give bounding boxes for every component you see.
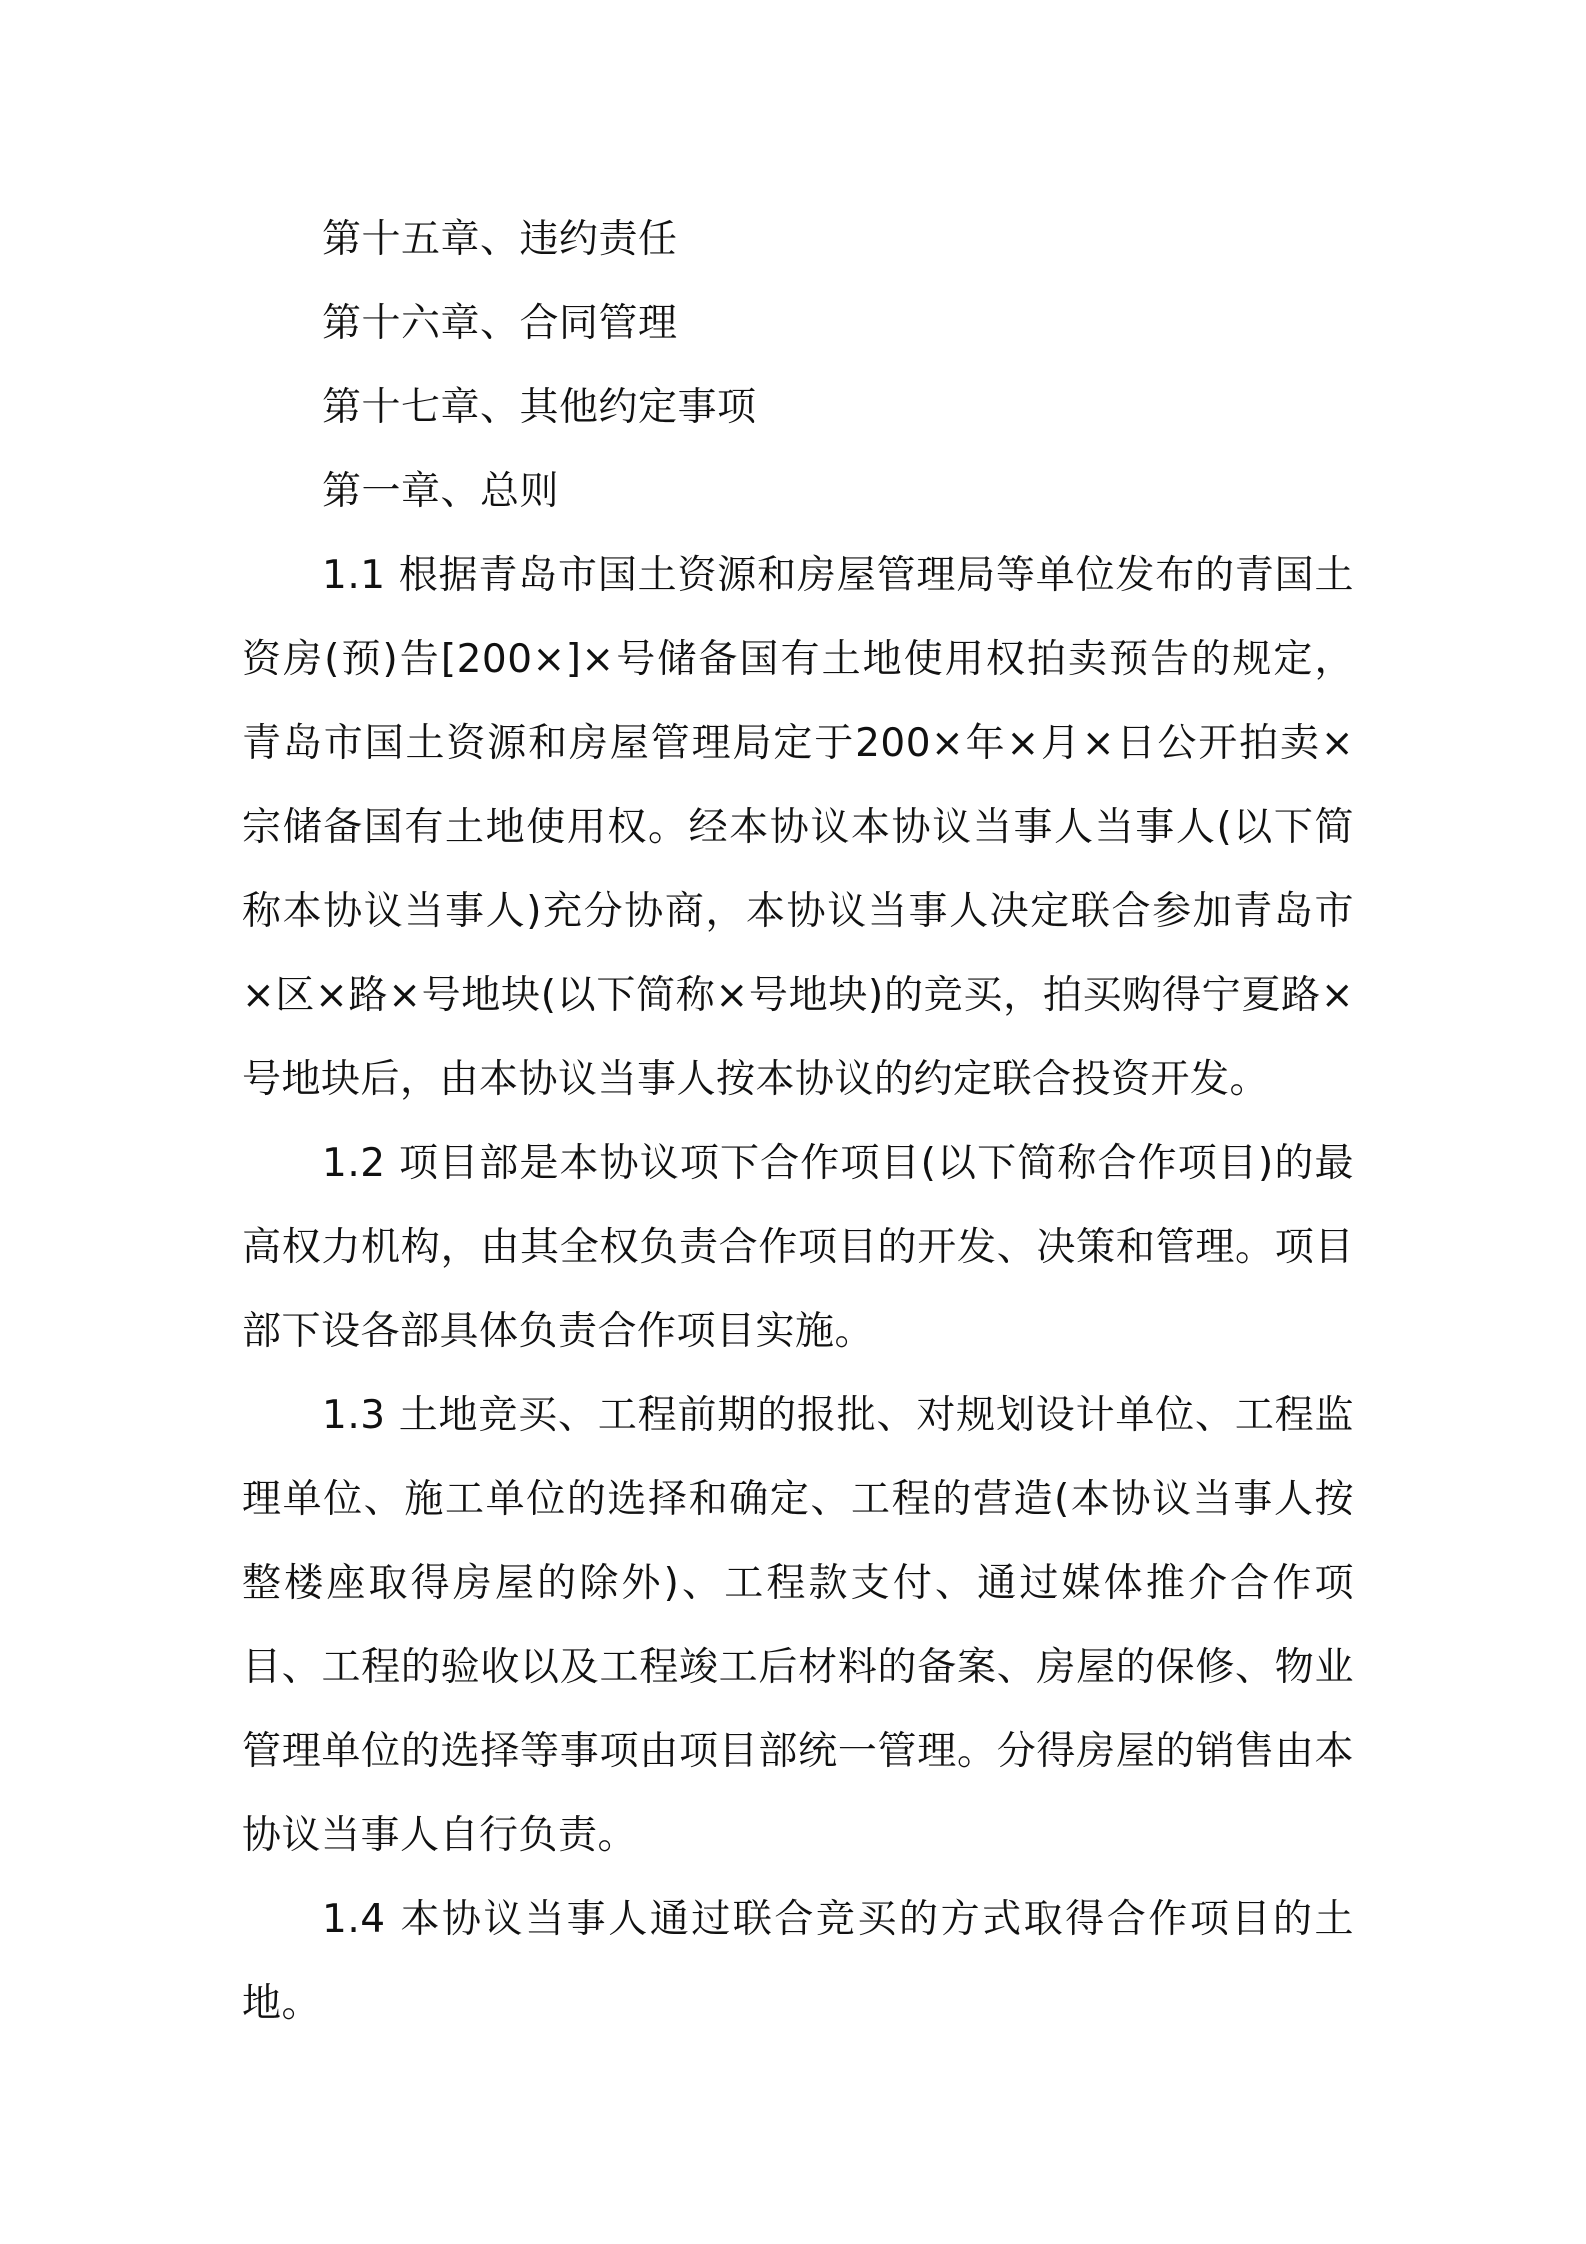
clause-1-4: 1.4 本协议当事人通过联合竞买的方式取得合作项目的土地。 bbox=[242, 1897, 1354, 2026]
document-body bbox=[242, 198, 1354, 2046]
clause-1-2: 1.2 项目部是本协议项下合作项目(以下简称合作项目)的最高权力机构，由其全权负责合作项目的开发、决策和管理。项目部下设各部具体负责合作项目实施。 bbox=[242, 1141, 1354, 1354]
chapter-heading-17: 第十七章、其他约定事项 bbox=[322, 385, 757, 430]
chapter-heading-1: 第一章、总则 bbox=[322, 469, 560, 514]
clause-1-3: 1.3 土地竞买、工程前期的报批、对规划设计单位、工程监理单位、施工单位的选择和确定、工程的营造(本协议当事人按整楼座取得房屋的除外)、工程款支付、通过媒体推介合作项目、工程的验收以及工程竣工后材料的备案、房屋的保修、物业管理单位的选择等事项由项目部统一管理。分得房屋的销售由本协议当事人自行负责。 bbox=[242, 1393, 1354, 1858]
chapter-heading-15: 第十五章、违约责任 bbox=[322, 217, 678, 262]
chapter-heading-16: 第十六章、合同管理 bbox=[322, 301, 678, 346]
clause-1-1: 1.1 根据青岛市国土资源和房屋管理局等单位发布的青国土资房(预)告[200×]×号储备国有土地使用权拍卖预告的规定，青岛市国土资源和房屋管理局定于200×年×月×日公开拍卖×宗储备国有土地使用权。经本协议本协议当事人当事人(以下简称本协议当事人)充分协商，本协议当事人决定联合参加青岛市×区×路×号地块(以下简称×号地块)的竞买，拍买购得宁夏路×号地块后，由本协议当事人按本协议的约定联合投资开发。 bbox=[242, 553, 1354, 1102]
